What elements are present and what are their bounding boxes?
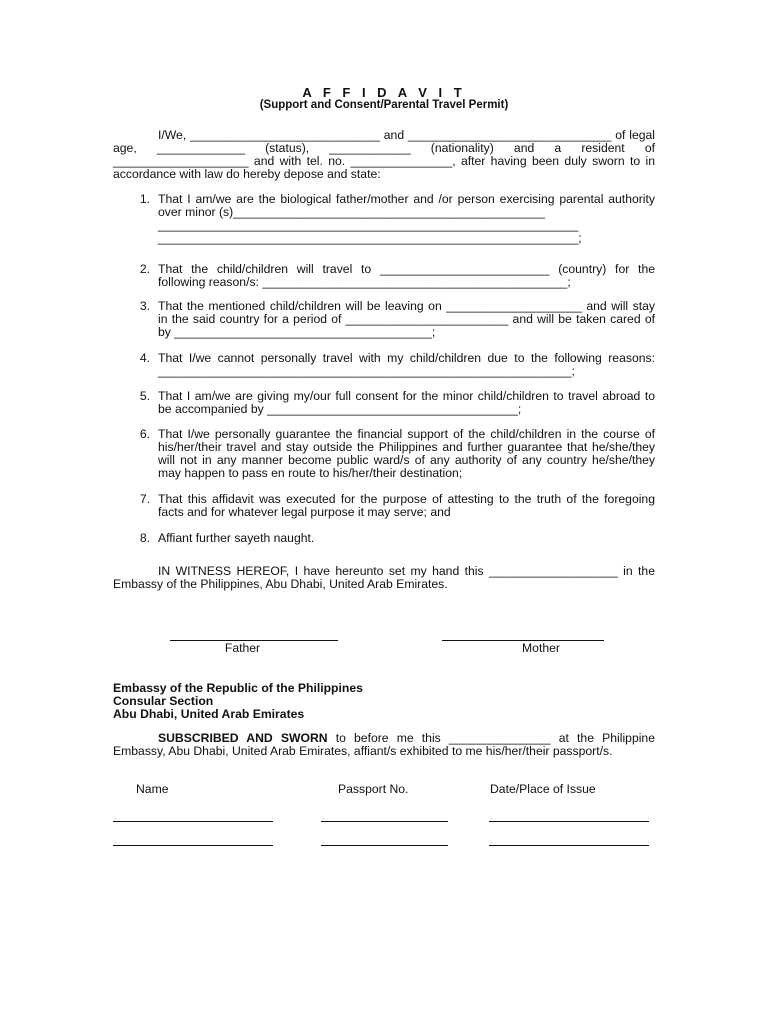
statement-number: 5. (139, 389, 150, 403)
statement-item (113, 532, 655, 545)
affidavit-statements (113, 193, 655, 545)
document-subtitle: (Support and Consent/Parental Travel Permit) (259, 99, 509, 111)
mother-label: Mother (522, 641, 560, 655)
witness-text: IN WITNESS HEREOF, I have hereunto set my hand this ___________________ in the Embassy of the Philippines, Abu Dhabi, United Arab Emirates. (113, 564, 655, 591)
statement-item (113, 428, 655, 480)
embassy-name: Embassy of the Republic of the Philippines (113, 681, 363, 695)
passport-line-2[interactable] (321, 845, 448, 846)
statement-gap (113, 245, 655, 263)
intro-paragraph (113, 129, 655, 181)
statement-text: Affiant further sayeth naught. (158, 531, 315, 545)
sworn-lead: SUBSCRIBED AND SWORN (158, 731, 328, 745)
statement-number: 3. (139, 299, 150, 313)
witness-paragraph (113, 565, 655, 591)
statement-item (113, 263, 655, 289)
sworn-text: to before me this _______________ at the Philippine Embassy, Abu Dhabi, United Arab Emirates, affiant/s exhibited to me his/her/their passport/s. (113, 731, 655, 758)
issue-line-1[interactable] (489, 821, 649, 822)
statement-number: 7. (139, 492, 150, 506)
statement-text: That I am/we are the biological father/mother and /or person exercising parental authority over minor (s)______________________________________________ ______________________________________________________________ ______________________________________________________________; (158, 192, 655, 245)
statement-number: 6. (139, 427, 150, 441)
statement-number: 2. (139, 262, 150, 276)
father-label: Father (224, 641, 261, 655)
statement-number: 8. (139, 531, 150, 545)
embassy-city: Abu Dhabi, United Arab Emirates (113, 707, 305, 721)
document-title: A F F I D A V I T (302, 85, 466, 100)
passport-line-1[interactable] (321, 821, 448, 822)
name-line-1[interactable] (113, 821, 273, 822)
statement-item (113, 493, 655, 519)
statement-item (113, 390, 655, 416)
name-line-2[interactable] (113, 845, 273, 846)
statement-text: That the child/children will travel to _________________________ (country) for the following reason/s: _____________________________________________; (158, 262, 655, 289)
statement-number: 4. (139, 351, 150, 365)
embassy-address (113, 682, 363, 721)
sworn-paragraph (113, 732, 655, 758)
statement-text: That this affidavit was executed for the purpose of attesting to the truth of the foregoing facts and for whatever legal purpose it may serve; and (158, 492, 655, 519)
statement-item (113, 193, 655, 245)
statement-text: That I am/we are giving my/our full consent for the minor child/children to travel abroad to be accompanied by _____________________________________; (158, 389, 655, 416)
column-header-passport: Passport No. (338, 782, 409, 796)
statement-item (113, 352, 655, 378)
column-header-issue: Date/Place of Issue (490, 782, 596, 796)
intro-text: I/We, ____________________________ and ______________________________ of legal age, _____________ (status), ____________ (nationality) and a resident of ____________________ and with tel. no. _______________, after having been duly sworn to in accordance with law do hereby depose and state: (113, 128, 655, 181)
statement-text: That I/we cannot personally travel with my child/children due to the following reasons: _____________________________________________________________; (158, 351, 655, 378)
issue-line-2[interactable] (489, 845, 649, 846)
statement-text: That I/we personally guarantee the financial support of the child/children in the course of his/her/their travel and stay outside the Philippines and further guarantee that he/she/they will not in any manner become public ward/s of any authority of any country he/she/they may happen to pass en route to his/her/their destination; (158, 427, 655, 480)
embassy-section: Consular Section (113, 694, 214, 708)
statement-item (113, 300, 655, 339)
column-header-name: Name (136, 782, 169, 796)
statement-text: That the mentioned child/children will be leaving on ____________________ and will stay in the said country for a period of ________________________ and will be taken cared of by ______________________________________; (158, 299, 655, 339)
statement-number: 1. (139, 192, 150, 206)
